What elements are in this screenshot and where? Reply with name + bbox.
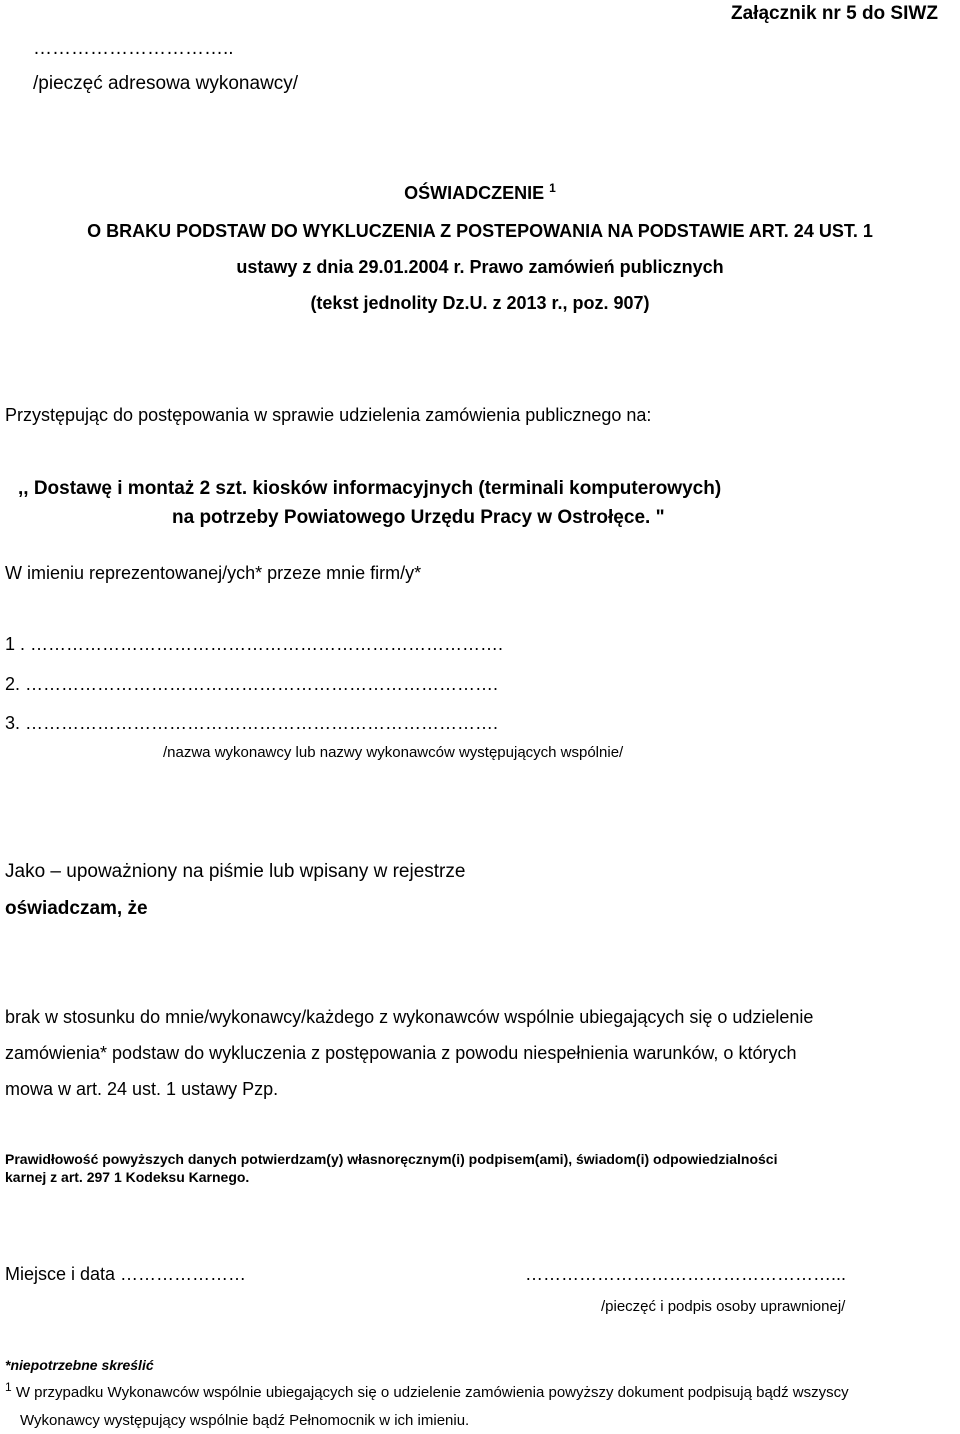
representing-text: W imieniu reprezentowanej/ych* przeze mnie firm/y* — [5, 563, 422, 583]
subject-line1: ,, Dostawę i montaż 2 szt. kiosków informacyjnych (terminali komputerowych) — [18, 478, 722, 499]
title-line1: OŚWIADCZENIE — [404, 183, 545, 203]
stamp-caption: /pieczęć adresowa wykonawcy/ — [33, 73, 299, 94]
confirmation-line-1: Prawidłowość powyższych danych potwierdzam(y) własnoręcznym(i) podpisem(ami), świadom(i) odpowiedzialności — [5, 1151, 778, 1167]
title-line4: (tekst jednolity Dz.U. z 2013 r., poz. 907) — [310, 293, 650, 313]
footnote-text: W przypadku Wykonawców wspólnie ubiegających się o udzielenie zamówienia powyższy dokument podpisują bądź wszyscy — [11, 1384, 849, 1401]
subject-line2: na potrzeby Powiatowego Urzędu Pracy w Ostrołęce. " — [172, 507, 665, 528]
title-line3: ustawy z dnia 29.01.2004 r. Prawo zamówień publicznych — [236, 257, 724, 277]
confirmation-line-2: karnej z art. 297 1 Kodeksu Karnego. — [5, 1169, 250, 1185]
note-text: *niepotrzebne skreślić — [5, 1357, 154, 1373]
place-date-field: Miejsce i data ………………… — [5, 1264, 247, 1284]
statement-line-3: mowa w art. 24 ust. 1 ustawy Pzp. — [5, 1079, 279, 1099]
signature-dots: ……………………………………………... — [525, 1264, 847, 1284]
title-line2: O BRAKU PODSTAW DO WYKLUCZENIA Z POSTEPOWANIA NA PODSTAWIE ART. 24 UST. 1 — [87, 221, 873, 241]
authorized-text: Jako – upoważniony na piśmie lub wpisany w rejestrze — [5, 861, 466, 882]
annex-label: Załącznik nr 5 do SIWZ — [731, 3, 938, 24]
footnote-marker: 1 — [5, 1380, 12, 1394]
intro-text: Przystępując do postępowania w sprawie udzielenia zamówienia publicznego na: — [5, 405, 652, 425]
declare-text: oświadczam, że — [5, 898, 148, 919]
firm-line-2: 2. ……………………………………………………………………. — [5, 674, 499, 694]
signature-caption: /pieczęć i podpis osoby uprawnionej/ — [601, 1298, 846, 1315]
statement-line-1: brak w stosunku do mnie/wykonawcy/każdego z wykonawców wspólnie ubiegających się o udzielenie — [5, 1007, 814, 1027]
footnote-ref: 1 — [549, 181, 556, 195]
footnote-line-2: Wykonawcy występujący wspólnie bądź Pełnomocnik w ich imieniu. — [20, 1412, 470, 1429]
firms-caption: /nazwa wykonawcy lub nazwy wykonawców występujących wspólnie/ — [163, 744, 624, 761]
document-title — [0, 182, 960, 204]
statement-line-2: zamówienia* podstaw do wykluczenia z postępowania z powodu niespełnienia warunków, o których — [5, 1043, 797, 1063]
stamp-dots: ………………………….. — [33, 38, 234, 59]
firm-line-1: 1 . ……………………………………………………………………. — [5, 634, 504, 654]
firm-line-3: 3. ……………………………………………………………………. — [5, 713, 499, 733]
footnote-line-1 — [5, 1380, 849, 1402]
